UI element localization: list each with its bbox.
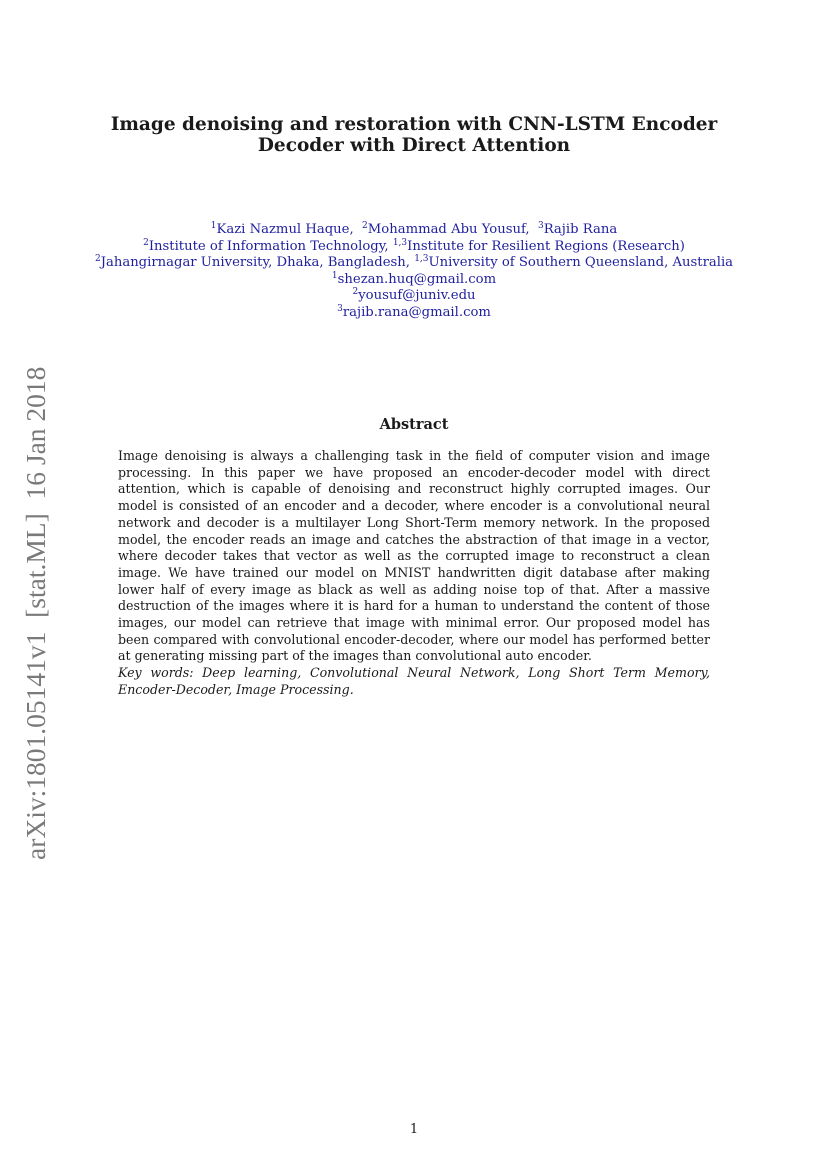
email-sup: 1: [331, 270, 338, 281]
paper-title: [100, 114, 728, 156]
author-name: Rajib Rana: [543, 222, 618, 237]
email-line: [60, 305, 768, 322]
title-line-1: Image denoising and restoration with CNN-LSTM Encoder: [110, 114, 718, 135]
email-text[interactable]: shezan.huq@gmail.com: [337, 271, 497, 287]
affiliation-sup: 1,3: [414, 254, 429, 265]
email-sup: 2: [352, 287, 359, 298]
email-line: [60, 272, 768, 289]
keywords: Key words: Deep learning, Convolutional Neural Network, Long Short Term Memory, Encoder-Decoder, Image Processing.: [118, 665, 710, 697]
email-sup: 3: [337, 303, 343, 314]
abstract-heading: Abstract: [379, 416, 449, 433]
affiliation-line-2: [60, 255, 768, 272]
author-name: Mohammad Abu Yousuf,: [367, 222, 530, 237]
author-sup: 1: [210, 221, 217, 231]
email-text[interactable]: rajib.rana@gmail.com: [342, 304, 491, 320]
author-sup: 3: [537, 221, 544, 231]
author-block: [60, 222, 768, 322]
title-line-2: Decoder with Direct Attention: [257, 135, 571, 156]
page-number: 1: [409, 1122, 419, 1137]
affiliation-sup: 2: [94, 254, 101, 265]
abstract-body: Image denoising is always a challenging task in the field of computer vision and image processing. In this paper we have proposed an encoder-decoder model with direct attention, which is capable of denoising and reconstruct highly corrupted images. Our model is consisted of an encoder and a decoder, where encoder is a convolutional neural network and decoder is a multilayer Long Short-Term memory network. In the proposed model, the encoder reads an image and catches the abstraction of that image in a vector, where decoder takes that vector as well as the corrupted image to reconstruct a clean image. We have trained our model on MNIST handwritten digit database after making lower half of every image as black as well as adding noise top of that. After a massive destruction of the images where it is hard for a human to understand the content of those images, our model can retrieve that image with minimal error. Our proposed model has been compared with convolutional encoder-decoder, where our model has performed better at generating missing part of the images than convolutional auto encoder.: [118, 448, 710, 664]
author-sup: 2: [362, 221, 368, 231]
affiliation-text: Jahangirnagar University, Dhaka, Bangladesh,: [100, 255, 410, 271]
affiliation-sup: 1,3: [392, 237, 408, 248]
affiliation-text: Institute of Information Technology,: [148, 238, 389, 254]
affiliation-sup: 2: [143, 237, 149, 248]
arxiv-identifier-stamp: arXiv:1801.05141v1 [stat.ML] 16 Jan 2018: [20, 366, 51, 860]
author-line: [60, 222, 768, 239]
author-name: Kazi Nazmul Haque,: [216, 222, 354, 237]
affiliation-text: University of Southern Queensland, Australia: [428, 255, 734, 271]
affiliation-text: Institute for Resilient Regions (Research): [407, 238, 685, 254]
affiliation-line-1: [60, 239, 768, 256]
email-text[interactable]: yousuf@juniv.edu: [358, 288, 476, 304]
email-line: [60, 288, 768, 305]
